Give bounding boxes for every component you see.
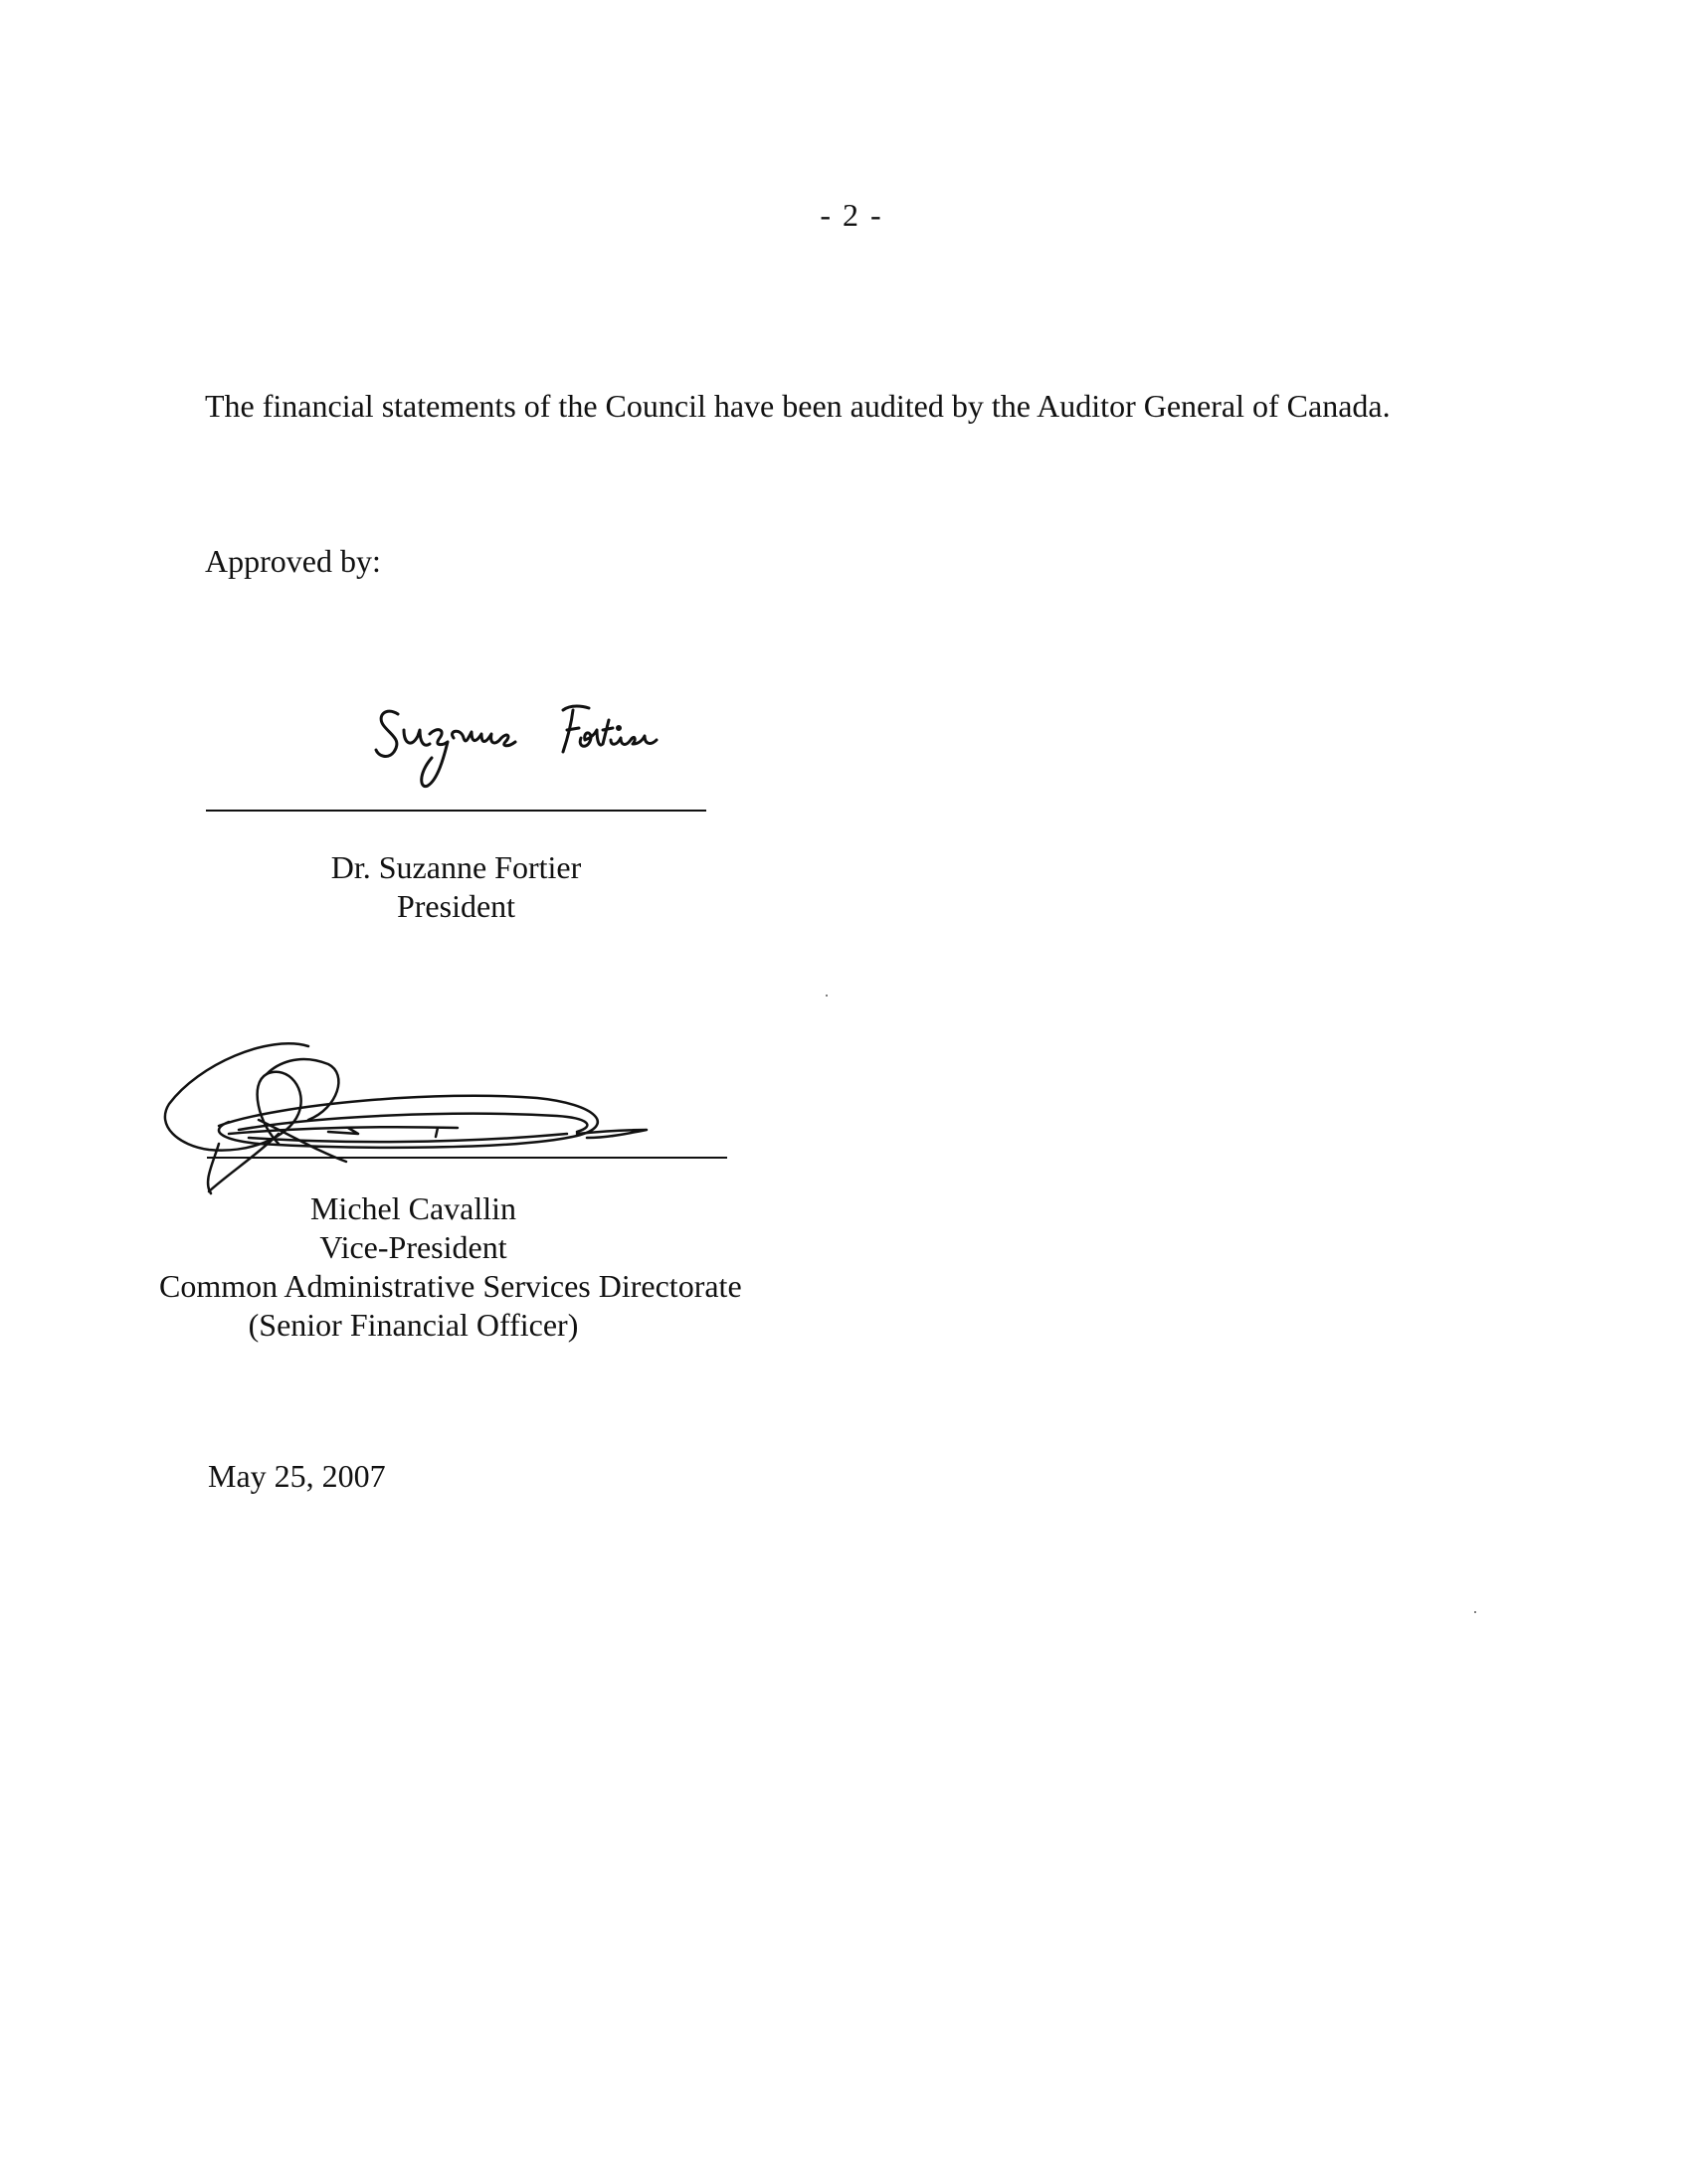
approved-by-label: Approved by: — [205, 543, 381, 579]
page-number: - 2 - — [820, 197, 883, 233]
signature-line-fortier — [206, 810, 706, 812]
audit-statement: The financial statements of the Council have been audited by the Auditor General of Canada. — [205, 388, 1391, 424]
scan-speck — [1474, 1611, 1476, 1613]
signatory-title-line: Common Administrative Services Directorate — [159, 1268, 742, 1304]
signatory-fortier — [206, 848, 706, 926]
signatory-title: President — [396, 888, 516, 924]
document-date: May 25, 2007 — [208, 1458, 386, 1494]
signature-image-cavallin — [159, 1034, 657, 1198]
signatory-cavallin — [159, 1189, 742, 1345]
signatory-title-line: (Senior Financial Officer) — [248, 1307, 579, 1343]
signatory-title-line: Vice-President — [319, 1229, 507, 1265]
signatory-name: Michel Cavallin — [309, 1190, 517, 1226]
signature-image-fortier — [368, 686, 666, 806]
signatory-name: Dr. Suzanne Fortier — [330, 849, 582, 885]
signature-line-cavallin — [207, 1157, 727, 1159]
scan-speck — [826, 995, 828, 997]
